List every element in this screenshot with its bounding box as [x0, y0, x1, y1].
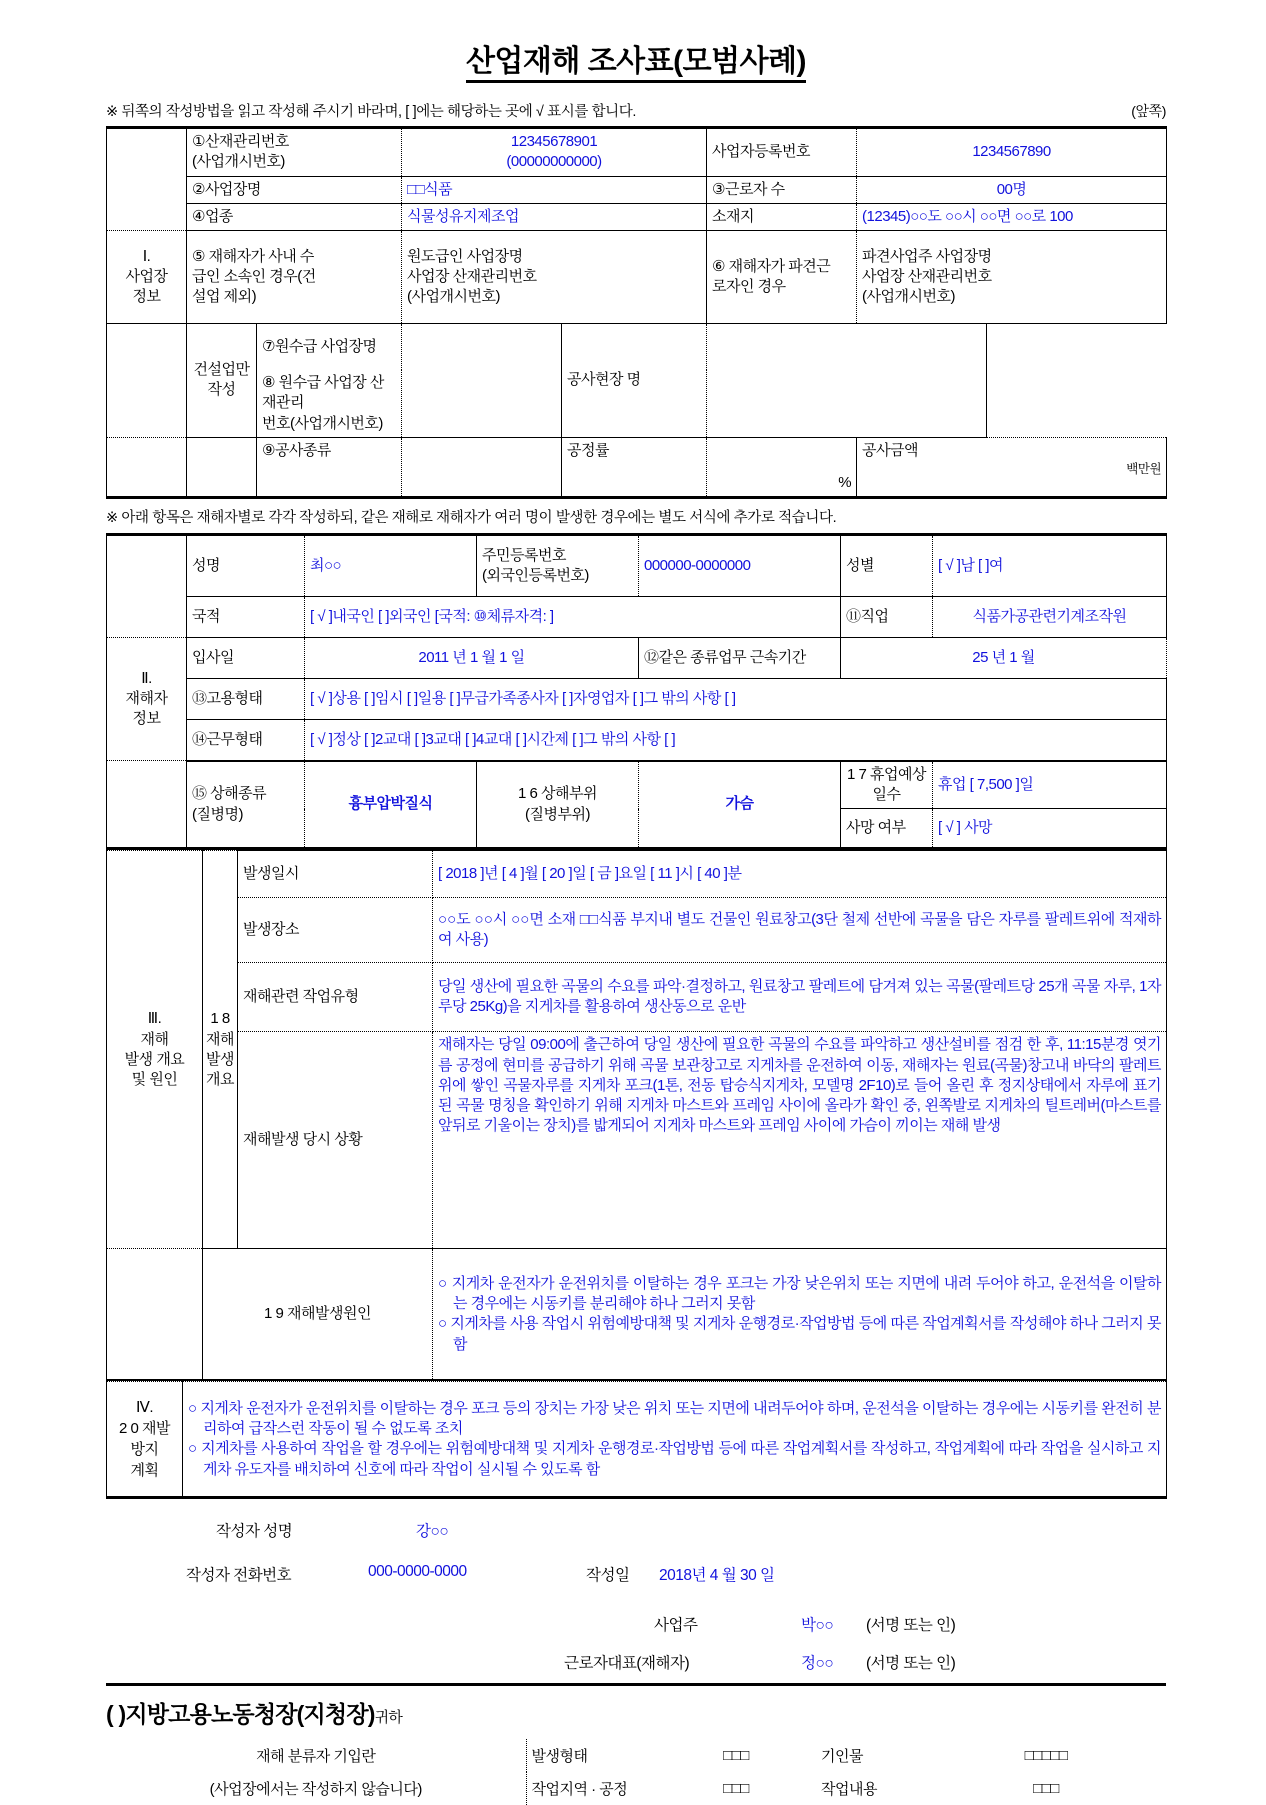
section-3-label: Ⅲ. 재해 발생 개요 및 원인 — [107, 851, 203, 1249]
label-location: 소재지 — [707, 203, 857, 230]
section-2-bottom-spacer — [107, 761, 187, 849]
section-3-cause-spacer — [107, 1249, 203, 1381]
label-written-date: 작성일 — [586, 1567, 630, 1585]
value-occupation: 식품가공관련기계조작원 — [933, 596, 1167, 637]
leave-days-value: 휴업 [ 7,500 ]일 — [938, 775, 1034, 793]
value-prime-contractor-mgmt-number — [402, 370, 562, 437]
value-victim-name: 최○○ — [305, 534, 477, 596]
label-employment-type: ⑬고용형태 — [187, 678, 305, 719]
value-accident-cause — [433, 1249, 1167, 1381]
value-occurrence-datetime: [ 2018 ]년 [ 4 ]월 [ 20 ]일 [ 금 ]요일 [ 11 ]시 [ 40 ]분 — [433, 851, 1167, 898]
accident-cause-item-2: ○ 지게차를 사용 작업시 위험예방대책 및 지게차 운행경로·작업방법 등에 따른 작업계획서를 작성해야 하나 그러지 못함 — [438, 1315, 1161, 1353]
label-industry-type: ④업종 — [187, 203, 402, 230]
label-primary-contractor-fields: 원도급인 사업장명 사업장 산재관리번호 (사업개시번호) — [402, 231, 707, 324]
label-hire-date: 입사일 — [187, 637, 305, 678]
label-related-work-type: 재해관련 작업유형 — [238, 963, 433, 1032]
label-resident-reg-number: 주민등록번호 (외국인등록번호) — [477, 534, 639, 596]
section-1-label: Ⅰ. 사업장 정보 — [107, 231, 187, 324]
label-worker-count: ③근로자 수 — [707, 176, 857, 203]
value-hire-date: 2011 년 1 월 1 일 — [305, 637, 639, 678]
value-resident-reg-number: 000000-0000000 — [639, 534, 841, 596]
label-construction-only: 건설업만 작성 — [187, 324, 257, 438]
label-dispatch-employer-fields: 파견사업주 사업장명 사업장 산재관리번호 (사업개시번호) — [857, 231, 1167, 324]
value-writer-name: 강○○ — [416, 1523, 449, 1541]
label-occurrence-datetime: 발생일시 — [238, 851, 433, 898]
value-injury-part: 가슴 — [639, 761, 841, 849]
value-injury-type: 흉부압박질식 — [305, 761, 477, 849]
construction-amount-cell — [857, 437, 1167, 497]
value-work-schedule — [305, 719, 1167, 761]
value-location: (12345)○○도 ○○시 ○○면 ○○로 100 — [857, 203, 1167, 230]
value-employment-type — [305, 678, 1167, 719]
nationality-check: [ √ ]내국인 [ ]외국인 [국적: ⑩체류자격: ] — [310, 607, 554, 625]
page-title-text: 산업재해 조사표(모범사례) — [466, 45, 806, 83]
label-employer: 사업주 — [654, 1617, 698, 1635]
label-accident-situation: 재해발생 당시 상황 — [238, 1032, 433, 1249]
section-4-label: Ⅳ. 2 0 재발 방지 계획 — [107, 1382, 183, 1498]
label-construction-site-name: 공사현장 명 — [562, 324, 707, 438]
label-victim-name: 성명 — [187, 534, 305, 596]
label-injury-type: ⑮ 상해종류 (질병명) — [187, 761, 305, 849]
employer-signature-hint: (서명 또는 인) — [866, 1617, 956, 1635]
value-accident-mgmt-number: 12345678901 (00000000000) — [402, 128, 707, 177]
mid-note: ※ 아래 항목은 재해자별로 각각 작성하되, 같은 재해로 재해자가 여러 명이 발생한 경우에는 별도 서식에 추가로 적습니다. — [106, 509, 837, 526]
label-construction-amount: 공사금액 — [862, 441, 918, 459]
label-same-work-tenure: ⑫같은 종류업무 근속기간 — [639, 637, 841, 678]
label-construction-kind: ⑨공사종류 — [257, 437, 402, 497]
authority-prefix: ( ) — [106, 1701, 126, 1728]
construction-spacer — [107, 324, 187, 371]
section-2-table — [106, 533, 1167, 851]
value-construction-kind — [402, 437, 562, 497]
label-writer-name: 작성자 성명 — [216, 1523, 293, 1541]
section-1-label-cell — [107, 128, 187, 231]
value-causing-object: □□□□□ — [1024, 1747, 1068, 1765]
value-related-work-type: 당일 생산에 필요한 곡물의 수요를 파악·결정하고, 원료창고 팔레트에 담겨져 있는 곡물(팔레트당 25개 곡물 자루, 1자루당 25Kg)을 지게차를 활용하여 생산동으로 운반 — [433, 963, 1167, 1032]
authority-text: 지방고용노동청장(지청장) — [125, 1701, 375, 1728]
gender-check: [ √ ]남 [ ]여 — [938, 556, 1004, 574]
value-writer-phone: 000-0000-0000 — [368, 1563, 467, 1581]
label-writer-phone: 작성자 전화번호 — [186, 1567, 292, 1585]
prevention-plan-item-2: ○ 지게차를 사용하여 작업을 할 경우에는 위험예방대책 및 지게차 운행경로·작업방법 등에 따른 작업계획서를 작성하고, 작업계획에 따라 작업을 실시하고 지게차 유도자를 배치하여 신호에 따라 작업이 실시될 수 있도록 함 — [188, 1440, 1161, 1478]
value-occurrence-place: ○○도 ○○시 ○○면 소재 □□식품 부지내 별도 건물인 원료창고(3단 철제 선반에 곡물을 담은 자루를 팔레트위에 적재하여 사용) — [433, 898, 1167, 963]
label-prime-contractor-mgmt-number: ⑧ 원수급 사업장 산재관리 번호(사업개시번호) — [257, 370, 402, 437]
value-accident-situation: 재해자는 당일 09:00에 출근하여 당일 생산에 필요한 곡물의 수요를 파악하고 생산설비를 점검 한 후, 11:15분경 엿기름 공정에 현미를 공급하기 위해 곡물 보관창고로 지게차를 운전하여 이동, 재해자는 원료(곡물)창고내 바닥의 팔레트 위에 쌓인 곡물자루를 지게차 포크(1톤, 전동 탑승식지게차, 모델명 2F10)로 들어 올린 후 정지상태에서 자루에 표기된 곡물 명칭을 확인하기 위해 지게차 마스트와 프레임 사이에 올라가 확인 중, 왼쪽발로 지게차의 틸트레버(마스트를 앞뒤로 기울이는 장치)를 밟게되어 지게차 마스트와 프레임 사이에 가슴이 끼이는 재해 발생 — [433, 1032, 1167, 1249]
note-classifier-entry: (사업장에서는 작성하지 않습니다) — [209, 1781, 422, 1799]
label-accident-overview-group: 1 8 재해 발생 개요 — [203, 851, 238, 1249]
section-4-content — [183, 1382, 1167, 1498]
percent-symbol: % — [838, 473, 852, 491]
value-progress-rate — [707, 437, 857, 497]
value-occurrence-form: □□□ — [723, 1747, 749, 1765]
label-expected-leave-days: 1 7 휴업예상 일수 — [841, 761, 933, 809]
value-written-date: 2018년 4 월 30 일 — [659, 1567, 775, 1585]
value-death-status: [ √ ] 사망 — [933, 809, 1167, 849]
work-schedule-check: [ √ ]정상 [ ]2교대 [ ]3교대 [ ]4교대 [ ]시간제 [ ]그 밖의 사항 [ ] — [310, 730, 676, 748]
label-nationality: 국적 — [187, 596, 305, 637]
construction-amount-unit: 백만원 — [1126, 462, 1162, 476]
label-occurrence-form: 발생형태 — [526, 1739, 656, 1772]
label-causing-object: 기인물 — [821, 1748, 863, 1766]
section-1-table — [106, 126, 1167, 499]
header-note-row — [106, 100, 1166, 121]
header-note: ※ 뒤쪽의 작성방법을 읽고 작성해 주시기 바라며, [ ]에는 해당하는 곳에 √ 표시를 합니다. — [106, 104, 637, 120]
page-side-label: (앞쪽) — [1131, 103, 1166, 119]
label-workplace-name: ②사업장명 — [187, 176, 402, 203]
construction-label-spacer — [187, 437, 257, 497]
label-work-content: 작업내용 — [821, 1781, 877, 1799]
accident-cause-item-1: ○ 지게차 운전자가 운전위치를 이탈하는 경우 포크는 가장 낮은위치 또는 지면에 내려 두어야 하고, 운전석을 이탈하는 경우에는 시동키를 분리해야 하나 그러지 못함 — [438, 1274, 1161, 1312]
value-workplace-name: □□식품 — [402, 176, 707, 203]
label-dispatch-case: ⑥ 재해자가 파견근 로자인 경우 — [707, 231, 857, 324]
label-occurrence-place: 발생장소 — [238, 898, 433, 963]
value-same-work-tenure: 25 년 1 월 — [841, 637, 1167, 678]
prevention-plan-item-1: ○ 지게차 운전자가 운전위치를 이탈하는 경우 포크 등의 장치는 가장 낮은 위치 또는 지면에 내려두어야 하며, 운전석을 이탈하는 경우에는 시동키를 완전히 분리하여 급작스런 작동이 될 수 없도록 조치 — [188, 1399, 1161, 1437]
document-inner — [106, 0, 1166, 1805]
label-classifier-entry: 재해 분류자 기입란 — [256, 1748, 376, 1766]
authority-line — [106, 1683, 1166, 1729]
label-gender: 성별 — [841, 534, 933, 596]
label-progress-rate: 공정률 — [562, 437, 707, 497]
value-work-content: □□□ — [1033, 1780, 1059, 1798]
label-prime-contractor-name: ⑦원수급 사업장명 — [257, 324, 402, 371]
label-business-reg-number: 사업자등록번호 — [707, 128, 857, 177]
label-work-area-process: 작업지역 · 공정 — [526, 1772, 656, 1805]
value-worker-representative: 정○○ — [801, 1655, 834, 1673]
label-death-status: 사망 여부 — [841, 809, 933, 849]
value-prime-contractor-name — [402, 324, 562, 371]
value-expected-leave-days — [933, 761, 1167, 809]
label-accident-mgmt-number: ①산재관리번호 (사업개시번호) — [187, 128, 402, 177]
section-2-label: Ⅱ. 재해자 정보 — [107, 637, 187, 761]
section-3-table — [106, 850, 1167, 1381]
section-2-label-spacer — [107, 534, 187, 637]
construction-spacer-3 — [107, 437, 187, 497]
value-employer: 박○○ — [801, 1617, 834, 1635]
signature-block — [106, 1515, 1166, 1675]
label-injury-part: 1 6 상해부위 (질병부위) — [477, 761, 639, 849]
value-work-area-process: □□□ — [723, 1780, 749, 1798]
value-construction-site-name — [707, 324, 987, 438]
value-business-reg-number: 1234567890 — [857, 128, 1167, 177]
employment-type-check: [ √ ]상용 [ ]임시 [ ]일용 [ ]무급가족종사자 [ ]자영업자 [ ]그 밖의 사항 [ ] — [310, 689, 736, 707]
leave-days-text — [938, 776, 1033, 793]
label-worker-representative: 근로자대표(재해자) — [564, 1655, 690, 1673]
worker-representative-signature-hint: (서명 또는 인) — [866, 1655, 956, 1673]
value-industry-type: 식물성유지제조업 — [402, 203, 707, 230]
construction-spacer-2 — [107, 370, 187, 437]
label-subcontract-case: ⑤ 재해자가 사내 수 급인 소속인 경우(건 설업 제외) — [187, 231, 402, 324]
classification-table — [106, 1739, 1166, 1805]
value-worker-count: 00명 — [857, 176, 1167, 203]
authority-suffix: 귀하 — [374, 1709, 403, 1727]
label-work-schedule: ⑭근무형태 — [187, 719, 305, 761]
page-title — [106, 36, 1166, 80]
label-occupation: ⑪직업 — [841, 596, 933, 637]
value-gender — [933, 534, 1167, 596]
label-accident-cause: 1 9 재해발생원인 — [203, 1249, 433, 1381]
value-nationality — [305, 596, 841, 637]
section-4-table — [106, 1381, 1167, 1499]
